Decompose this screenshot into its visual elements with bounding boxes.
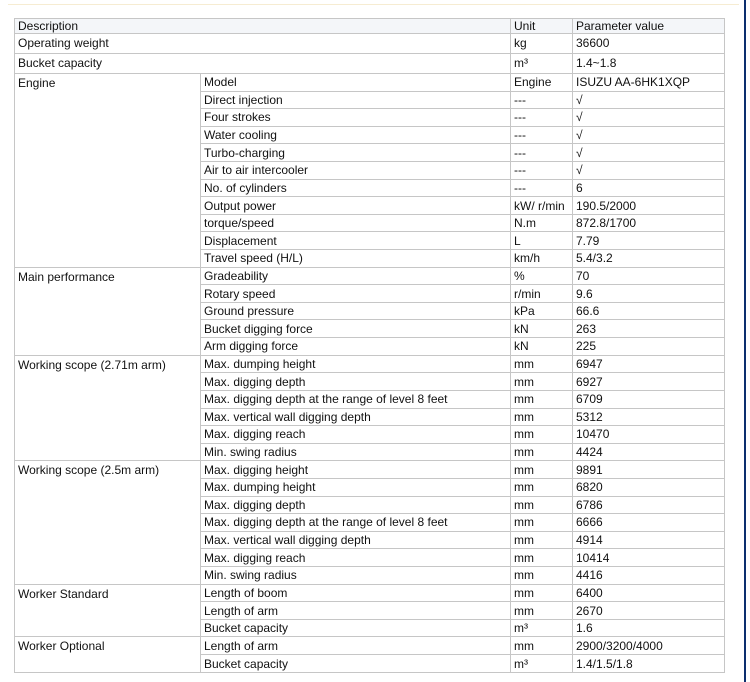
item-cell: Max. vertical wall digging depth (201, 408, 511, 426)
spec-table (14, 18, 725, 673)
item-cell: Max. digging height (201, 461, 511, 479)
value-cell: 6709 (573, 390, 725, 408)
unit-cell: % (511, 267, 573, 285)
group-cell: Engine (15, 73, 201, 267)
value-cell: √ (573, 91, 725, 109)
value-cell: 1.4/1.5/1.8 (573, 655, 725, 673)
value-cell: 7.79 (573, 232, 725, 250)
table-row (15, 53, 725, 73)
unit-cell: m³ (511, 53, 573, 73)
value-cell: 9.6 (573, 285, 725, 303)
value-cell: 263 (573, 320, 725, 338)
item-cell: Rotary speed (201, 285, 511, 303)
value-cell: 70 (573, 267, 725, 285)
unit-cell: mm (511, 496, 573, 514)
item-cell: Max. digging depth (201, 496, 511, 514)
unit-cell: kN (511, 320, 573, 338)
value-cell: 5.4/3.2 (573, 250, 725, 268)
item-cell: Length of arm (201, 602, 511, 620)
item-cell: Four strokes (201, 109, 511, 127)
value-cell: 872.8/1700 (573, 214, 725, 232)
unit-cell: mm (511, 637, 573, 655)
item-cell: Ground pressure (201, 302, 511, 320)
value-cell: 6927 (573, 373, 725, 391)
unit-cell: mm (511, 584, 573, 602)
item-cell: No. of cylinders (201, 179, 511, 197)
item-cell: Max. digging reach (201, 549, 511, 567)
table-row (15, 584, 725, 602)
unit-cell: mm (511, 531, 573, 549)
value-cell: 5312 (573, 408, 725, 426)
group-cell: Worker Standard (15, 584, 201, 637)
unit-cell: mm (511, 426, 573, 444)
item-cell: Min. swing radius (201, 567, 511, 585)
item-cell: Bucket capacity (201, 655, 511, 673)
unit-cell: m³ (511, 619, 573, 637)
header-unit: Unit (511, 19, 573, 34)
table-row (15, 73, 725, 91)
item-cell: Length of boom (201, 584, 511, 602)
item-cell: Min. swing radius (201, 443, 511, 461)
unit-cell: mm (511, 514, 573, 532)
unit-cell: --- (511, 109, 573, 127)
unit-cell: mm (511, 549, 573, 567)
spec-table-body (15, 34, 725, 673)
unit-cell: mm (511, 390, 573, 408)
item-cell: Air to air intercooler (201, 161, 511, 179)
unit-cell: mm (511, 567, 573, 585)
value-cell: 6 (573, 179, 725, 197)
item-cell: Water cooling (201, 126, 511, 144)
value-cell: 1.4~1.8 (573, 53, 725, 73)
unit-cell: --- (511, 91, 573, 109)
unit-cell: L (511, 232, 573, 250)
item-cell: Direct injection (201, 91, 511, 109)
value-cell: √ (573, 126, 725, 144)
group-cell: Operating weight (15, 34, 511, 54)
value-cell: √ (573, 144, 725, 162)
unit-cell: kPa (511, 302, 573, 320)
item-cell: Displacement (201, 232, 511, 250)
right-accent-line (744, 0, 746, 682)
header-description: Description (15, 19, 511, 34)
item-cell: Bucket digging force (201, 320, 511, 338)
unit-cell: r/min (511, 285, 573, 303)
value-cell: 6786 (573, 496, 725, 514)
value-cell: 4416 (573, 567, 725, 585)
item-cell: torque/speed (201, 214, 511, 232)
unit-cell: N.m (511, 214, 573, 232)
item-cell: Max. dumping height (201, 478, 511, 496)
table-row (15, 355, 725, 373)
table-row (15, 637, 725, 655)
table-row (15, 267, 725, 285)
value-cell: 66.6 (573, 302, 725, 320)
item-cell: Bucket capacity (201, 619, 511, 637)
item-cell: Arm digging force (201, 338, 511, 356)
value-cell: 190.5/2000 (573, 197, 725, 215)
value-cell: √ (573, 109, 725, 127)
unit-cell: kW/ r/min (511, 197, 573, 215)
value-cell: 36600 (573, 34, 725, 54)
value-cell: √ (573, 161, 725, 179)
item-cell: Max. vertical wall digging depth (201, 531, 511, 549)
unit-cell: mm (511, 461, 573, 479)
group-cell: Worker Optional (15, 637, 201, 673)
unit-cell: mm (511, 355, 573, 373)
unit-cell: --- (511, 126, 573, 144)
item-cell: Model (201, 73, 511, 91)
value-cell: 2670 (573, 602, 725, 620)
table-row (15, 461, 725, 479)
value-cell: 10414 (573, 549, 725, 567)
group-cell: Working scope (2.5m arm) (15, 461, 201, 584)
item-cell: Max. digging depth (201, 373, 511, 391)
item-cell: Travel speed (H/L) (201, 250, 511, 268)
item-cell: Length of arm (201, 637, 511, 655)
unit-cell: mm (511, 408, 573, 426)
unit-cell: mm (511, 602, 573, 620)
unit-cell: --- (511, 144, 573, 162)
unit-cell: --- (511, 179, 573, 197)
unit-cell: km/h (511, 250, 573, 268)
item-cell: Max. digging depth at the range of level 8 feet (201, 390, 511, 408)
table-row (15, 34, 725, 54)
value-cell: 6820 (573, 478, 725, 496)
item-cell: Max. digging reach (201, 426, 511, 444)
item-cell: Max. dumping height (201, 355, 511, 373)
value-cell: 6947 (573, 355, 725, 373)
value-cell: 225 (573, 338, 725, 356)
unit-cell: --- (511, 161, 573, 179)
header-parameter-value: Parameter value (573, 19, 725, 34)
value-cell: 6400 (573, 584, 725, 602)
unit-cell: mm (511, 443, 573, 461)
unit-cell: mm (511, 478, 573, 496)
unit-cell: mm (511, 373, 573, 391)
value-cell: 9891 (573, 461, 725, 479)
unit-cell: m³ (511, 655, 573, 673)
value-cell: 2900/3200/4000 (573, 637, 725, 655)
unit-cell: kN (511, 338, 573, 356)
item-cell: Max. digging depth at the range of level 8 feet (201, 514, 511, 532)
item-cell: Gradeability (201, 267, 511, 285)
spec-table-header (15, 19, 725, 34)
item-cell: Output power (201, 197, 511, 215)
group-cell: Bucket capacity (15, 53, 511, 73)
value-cell: 10470 (573, 426, 725, 444)
value-cell: 4424 (573, 443, 725, 461)
value-cell: 1.6 (573, 619, 725, 637)
value-cell: ISUZU AA-6HK1XQP (573, 73, 725, 91)
value-cell: 6666 (573, 514, 725, 532)
group-cell: Main performance (15, 267, 201, 355)
unit-cell: kg (511, 34, 573, 54)
unit-cell: Engine (511, 73, 573, 91)
value-cell: 4914 (573, 531, 725, 549)
header-row (15, 19, 725, 34)
top-accent-line (8, 4, 739, 5)
item-cell: Turbo-charging (201, 144, 511, 162)
group-cell: Working scope (2.71m arm) (15, 355, 201, 461)
